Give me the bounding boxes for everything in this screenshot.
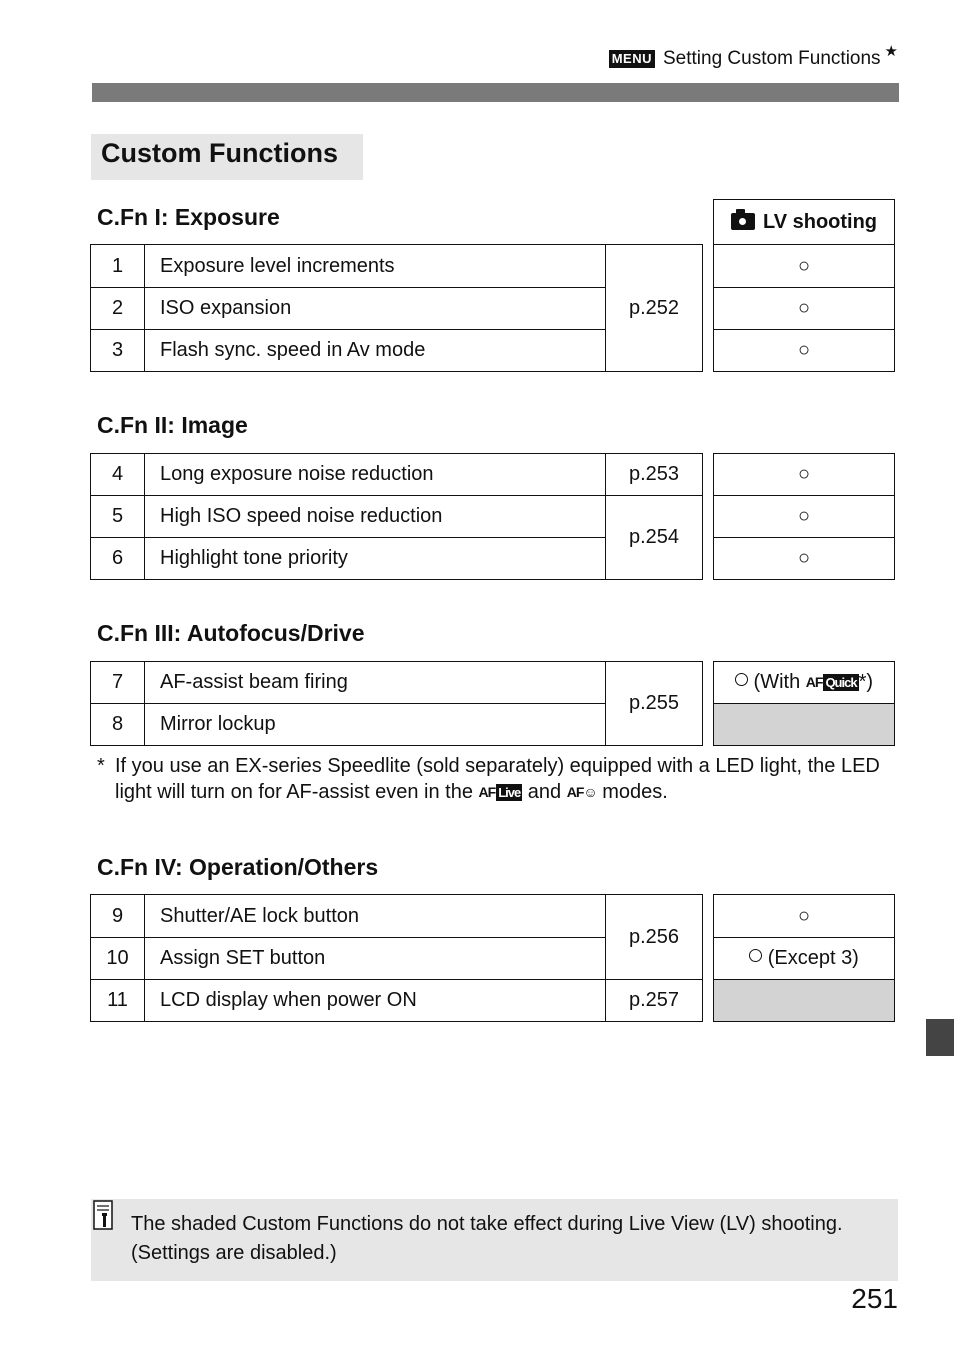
running-header xyxy=(609,43,898,70)
group-title: C.Fn III: Autofocus/Drive xyxy=(97,620,365,646)
page-ref: p.256 xyxy=(606,895,703,980)
table-row xyxy=(91,980,703,1022)
fn-number: 11 xyxy=(91,980,145,1022)
page-ref: p.253 xyxy=(606,454,703,496)
cfn-table-image xyxy=(90,453,703,580)
lv-table-image xyxy=(713,453,895,580)
fn-description: Highlight tone priority xyxy=(145,538,606,580)
lv-note-prefix: (With xyxy=(753,671,801,693)
circle-icon xyxy=(735,673,748,686)
lv-mark: ○ xyxy=(714,288,895,330)
lv-mark: ○ xyxy=(714,538,895,580)
lv-table-exposure xyxy=(713,244,895,372)
cfn-table-exposure xyxy=(90,244,703,372)
table-row xyxy=(91,895,703,938)
fn-number: 10 xyxy=(91,938,145,980)
lv-header-label: LV shooting xyxy=(762,210,878,233)
af-live-icon: AF Live xyxy=(478,784,521,800)
lv-mark-with-note xyxy=(714,938,895,980)
fn-number: 6 xyxy=(91,538,145,580)
table-row xyxy=(91,496,703,538)
lv-note-suffix: *) xyxy=(858,671,874,693)
page-number: 251 xyxy=(851,1283,898,1314)
fn-number: 9 xyxy=(91,895,145,938)
page-ref: p.252 xyxy=(606,245,703,372)
lv-table-autofocus xyxy=(713,661,895,746)
lv-mark: ○ xyxy=(714,496,895,538)
table-row xyxy=(91,245,703,288)
lv-mark: ○ xyxy=(714,245,895,288)
circle-icon xyxy=(749,949,762,962)
footnote-star: * xyxy=(97,755,105,777)
fn-description: High ISO speed noise reduction xyxy=(145,496,606,538)
fn-description: Exposure level increments xyxy=(145,245,606,288)
chapter-side-tab xyxy=(926,1019,954,1056)
lv-mark-with-icon xyxy=(714,662,895,704)
footnote-and: and xyxy=(527,781,562,803)
fn-number: 3 xyxy=(91,330,145,372)
group-title: C.Fn IV: Operation/Others xyxy=(97,854,379,880)
cfn-table-autofocus xyxy=(90,661,703,746)
table-row xyxy=(91,662,703,704)
lv-table-operation xyxy=(713,894,895,1022)
section-title: Custom Functions xyxy=(101,138,338,168)
fn-description: Shutter/AE lock button xyxy=(145,895,606,938)
fn-description: LCD display when power ON xyxy=(145,980,606,1022)
af-quick-icon: AF Quick xyxy=(805,674,857,690)
lv-mark: ○ xyxy=(714,454,895,496)
running-header-title: Setting Custom Functions xyxy=(663,48,881,69)
fn-description: ISO expansion xyxy=(145,288,606,330)
lv-mark-disabled xyxy=(714,704,895,746)
lv-mark: ○ xyxy=(714,330,895,372)
camera-icon xyxy=(731,213,755,230)
footnote-text-2: modes. xyxy=(602,781,668,803)
page-ref: p.257 xyxy=(606,980,703,1022)
menu-icon: MENU xyxy=(609,50,655,68)
group-title: C.Fn II: Image xyxy=(97,412,248,438)
group-title: C.Fn I: Exposure xyxy=(97,204,280,230)
footnote-text-1: If you use an EX-series Speedlite (sold separately) equipped with a LED light, the LED light will turn on for AF-assist even in the xyxy=(115,755,880,803)
page-ref: p.254 xyxy=(606,496,703,580)
section-title-box xyxy=(91,134,363,180)
header-rule xyxy=(92,83,899,102)
fn-description: Mirror lockup xyxy=(145,704,606,746)
fn-description: Long exposure noise reduction xyxy=(145,454,606,496)
af-face-icon: AF☺ xyxy=(566,784,597,800)
page-ref: p.255 xyxy=(606,662,703,746)
lv-note-suffix: (Except 3) xyxy=(767,947,859,969)
fn-description: AF-assist beam firing xyxy=(145,662,606,704)
cfn-table-operation xyxy=(90,894,703,1022)
lv-mark-disabled xyxy=(714,980,895,1022)
fn-number: 8 xyxy=(91,704,145,746)
footnote xyxy=(97,753,897,805)
fn-number: 5 xyxy=(91,496,145,538)
note-text: The shaded Custom Functions do not take effect during Live View (LV) shooting. (Settings are disabled.) xyxy=(131,1213,843,1264)
fn-description: Flash sync. speed in Av mode xyxy=(145,330,606,372)
fn-number: 2 xyxy=(91,288,145,330)
lv-mark: ○ xyxy=(714,895,895,938)
table-row xyxy=(91,454,703,496)
note-icon xyxy=(93,1200,115,1231)
fn-number: 7 xyxy=(91,662,145,704)
lv-shooting-header xyxy=(713,199,895,245)
fn-number: 4 xyxy=(91,454,145,496)
fn-description: Assign SET button xyxy=(145,938,606,980)
fn-number: 1 xyxy=(91,245,145,288)
star-icon: ★ xyxy=(884,43,898,60)
